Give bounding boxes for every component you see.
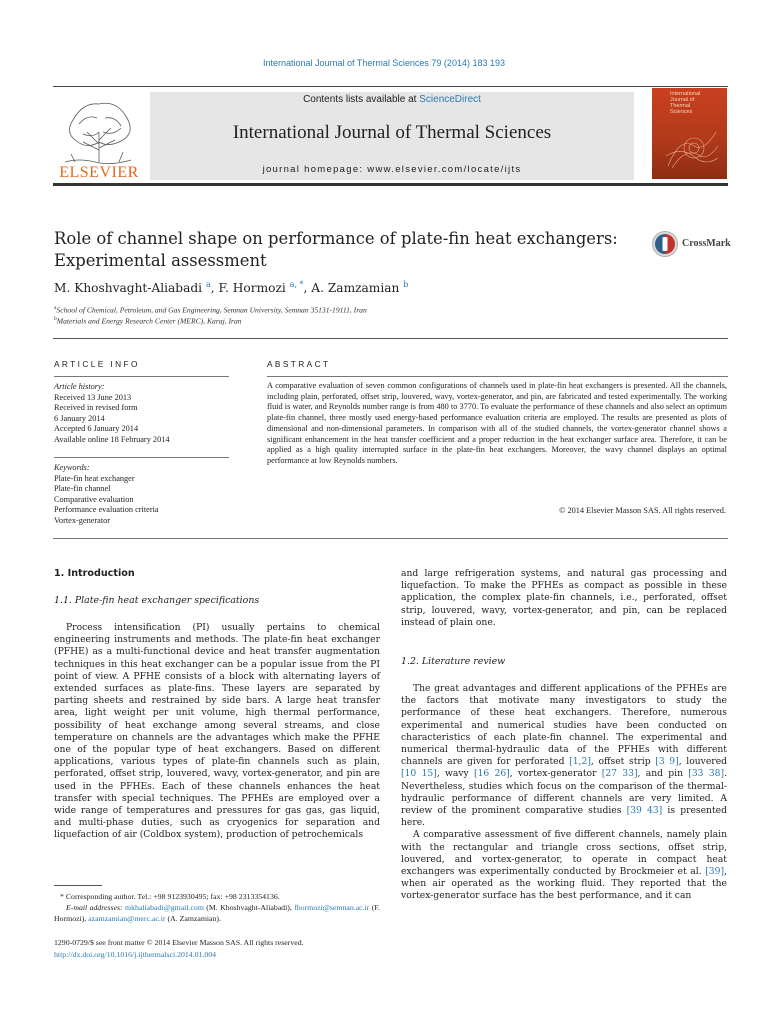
- journal-homepage-link[interactable]: journal homepage: www.elsevier.com/locate/ijts: [262, 164, 522, 175]
- right-column-continuation: [401, 568, 727, 629]
- keyword-item: Comparative evaluation: [54, 494, 134, 504]
- history-revised-date: 6 January 2014: [54, 413, 105, 423]
- author-3-affiliation-mark[interactable]: b: [403, 280, 409, 289]
- front-matter-bottom-rule: [53, 538, 728, 539]
- publisher-name: ELSEVIER: [59, 164, 139, 181]
- paper-title-line2: Experimental assessment: [54, 251, 267, 270]
- abstract-heading: ABSTRACT: [267, 359, 331, 369]
- author-list: [54, 280, 408, 295]
- subsection-heading-specifications: 1.1. Plate-fin heat exchanger specifications: [54, 595, 260, 606]
- keywords: [54, 463, 229, 527]
- email-link[interactable]: azamzamian@merc.ac.ir: [88, 914, 166, 923]
- footnote-email-label: E-mail addresses:: [66, 903, 123, 912]
- journal-banner: [150, 92, 634, 180]
- sciencedirect-link[interactable]: ScienceDirect: [419, 94, 481, 105]
- history-online: Available online 18 February 2014: [54, 434, 170, 444]
- lit-text: , and pin: [637, 768, 689, 780]
- intro-paragraph-text: Process intensification (PI) usually pertains to chemical engineering instruments and methods. The plate-fin heat exchanger (PFHE) as a multi-functional device and heat transfer augmentation techniques in this heat exchanger can be a popular issue from the PI point of view. A PFHE consists of a block with alternating layers of extended surfaces as plate-fins. These layers are separated by parting sheets and restrained by side bars. A large heat transfer area, light weight per unit volume, high thermal performance, possibility of heat exchange among several streams, and close temperature on channels are the advantages which make the PFHE one of the popular type of heat exchangers. Based on different applications, various types of plate-fin channels such as plain, perforated, offset strip, louvered, wavy, vortex-generator, and pin are used in the PFHEs. Each of these channels enhances the heat transfer with special techniques. The PFHEs are employed over a wide range of temperatures and pressures for gas gas, gas liquid, and multi-phase duties, such as cryogenics for separation and liquefaction of air (Coldbox system), production of petrochemicals: [54, 622, 380, 841]
- keyword-item: Vortex-generator: [54, 515, 111, 525]
- email-link[interactable]: mkhaliabadi@gmail.com: [125, 903, 204, 912]
- author-2[interactable]: F. Hormozi: [218, 281, 286, 296]
- article-history-heading: Article history:: [54, 382, 105, 391]
- reference-link[interactable]: [39 43]: [626, 805, 663, 817]
- reference-link[interactable]: [39]: [705, 866, 725, 878]
- intro-paragraph: [54, 622, 380, 842]
- email-owner: (F. Hormozi),: [54, 903, 380, 923]
- doi-link[interactable]: http://dx.doi.org/10.1016/j.ijthermalsci.2014.01.004: [54, 949, 217, 959]
- cover-illustration: [664, 126, 720, 172]
- paper-title: [54, 228, 634, 272]
- cover-title-text: International Journal of Thermal Sciences: [670, 91, 701, 115]
- keywords-heading: Keywords:: [54, 463, 90, 472]
- contents-prefix: Contents lists available at: [303, 94, 420, 105]
- comp-text: , when air operated as the working fluid. They reported that the vortex-generator surface has the best performance, and it can: [401, 866, 727, 902]
- issn-line: 1290-0729/$ see front matter © 2014 Elsevier Masson SAS. All rights reserved.: [54, 938, 304, 947]
- article-history: [54, 382, 229, 446]
- history-received: Received 13 June 2013: [54, 392, 132, 402]
- literature-text: [401, 683, 727, 829]
- affiliation-a: [54, 305, 367, 315]
- title-separator-rule: [53, 338, 728, 339]
- lit-text: , louvered: [678, 756, 728, 768]
- email-owner: (M. Khoshvaght-Aliabadi),: [203, 903, 292, 912]
- reference-link[interactable]: [10 15]: [401, 768, 437, 780]
- reference-link[interactable]: [16 26]: [473, 768, 510, 780]
- journal-cover-thumbnail[interactable]: [652, 88, 727, 179]
- author-3[interactable]: A. Zamzamian: [311, 281, 400, 296]
- header-bottom-rule: [53, 183, 728, 186]
- author-2-affiliation-mark[interactable]: a, *: [289, 280, 304, 289]
- subsection-heading-literature: 1.2. Literature review: [401, 656, 506, 667]
- affiliation-b-mark: b: [54, 316, 57, 322]
- email-owner: (A. Zamzamian).: [165, 914, 221, 923]
- corresponding-author-footnote: [54, 891, 380, 924]
- header-top-rule: [53, 86, 728, 87]
- reference-link[interactable]: [33 38]: [688, 768, 725, 780]
- lit-text: is presented here.: [401, 805, 727, 829]
- keywords-rule: [54, 457, 229, 458]
- lit-text: , offset strip: [590, 756, 656, 768]
- author-separator: ,: [210, 281, 219, 296]
- footnote-rule: [54, 885, 102, 886]
- abstract-copyright: © 2014 Elsevier Masson SAS. All rights reserved.: [559, 506, 726, 515]
- keyword-item: Plate-fin channel: [54, 484, 111, 494]
- crossmark-label: CrossMark: [682, 238, 731, 249]
- article-info-rule: [54, 376, 229, 377]
- issn-block: [54, 937, 304, 960]
- keyword-item: Performance evaluation criteria: [54, 505, 159, 515]
- reference-link[interactable]: [3 9]: [655, 756, 679, 768]
- email-link[interactable]: fhormozi@semnan.ac.ir: [294, 903, 370, 912]
- history-accepted: Accepted 6 January 2014: [54, 424, 139, 434]
- cover-title: [670, 91, 714, 115]
- footnote-emails: [54, 902, 380, 924]
- author-1-affiliation-mark[interactable]: a: [205, 280, 211, 289]
- lit-text: , wavy: [436, 768, 474, 780]
- affiliation-a-text: School of Chemical, Petroleum, and Gas Engineering, Semnan University, Semnan 35131-19111, Iran: [56, 305, 367, 315]
- author-1[interactable]: M. Khoshvaght-Aliabadi: [54, 281, 203, 296]
- journal-title: International Journal of Thermal Sciences: [232, 122, 552, 143]
- affiliation-a-mark: a: [54, 305, 57, 311]
- continuation-text: and large refrigeration systems, and natural gas processing and liquefaction. To make the PFHEs as compact as possible in these application, the complex plate-fin channels, i.e., perforated, offset strip, louvered, wavy, vortex-generator, and pin, can be replaced instead of plain one.: [401, 568, 727, 628]
- article-info-heading: ARTICLE INFO: [54, 359, 140, 369]
- literature-paragraph: [401, 683, 727, 903]
- keyword-item: Plate-fin heat exchanger: [54, 473, 135, 483]
- lit-text: , vortex-generator: [509, 768, 602, 780]
- reference-link[interactable]: [27 33]: [601, 768, 638, 780]
- affiliation-b-text: Materials and Energy Research Center (MERC), Karaj, Iran: [56, 316, 242, 326]
- abstract-text: A comparative evaluation of seven common configurations of channels used in plate-fin heat exchangers is presented. All the channels, including plain, perforated, offset strip, louvered, wavy, vortex-generator, and pin, are fabricated and tested experimentally. The working fluid is water, and Reynolds number range is from 480 to 3770. To evaluate the performance of these channels and also select an optimum plate-fin channel, three mostly used energy-based performance evaluation criteria are employed. The results are presented as plots of dimensional and non-dimensional parameters. In comparison with all of the studied channels, the vortex-generator channel shows a significant enhancement in the heat transfer coefficient and a proper reduction in the heat exchanger surface area. Therefore, it can be applied as a high quality interrupted surface in the plate-fin heat exchangers. Moreover, the wavy channel displays an optimal performance at low Reynolds numbers.: [267, 381, 727, 465]
- journal-citation[interactable]: International Journal of Thermal Sciences 79 (2014) 183 193: [263, 58, 505, 68]
- abstract-rule: [267, 376, 728, 377]
- reference-link[interactable]: [1,2]: [569, 756, 591, 768]
- contents-line: [150, 94, 634, 105]
- author-separator: ,: [303, 281, 312, 296]
- affiliation-b: [54, 316, 242, 326]
- comp-text: A comparative assessment of five different channels, namely plain with the rectangular and triangle cross sections, offset strip, louvered, and vortex-generator, to operate in compact heat exchangers was experimentally conducted by Brockmeier et al.: [401, 829, 727, 878]
- comparative-text: [401, 829, 727, 902]
- footnote-contact: * Corresponding author. Tel.: +98 9123930495; fax: +98 2313354136.: [60, 892, 280, 901]
- history-revised: Received in revised form: [54, 403, 138, 413]
- lit-text: The great advantages and different applications of the PFHEs are the factors that motivate many investigators to study the performance of these heat exchangers. Therefore, numerous experimental and numerical studies have been conducted on characteristics of each plate-fin channel. The experimental and numerical thermal-hydraulic data of the PFHEs with different channels are given for perforated: [401, 683, 727, 768]
- paper-title-line1: Role of channel shape on performance of plate-fin heat exchangers:: [54, 229, 618, 248]
- section-heading-introduction: 1. Introduction: [54, 568, 135, 579]
- lit-text: . Nevertheless, studies which focus on the comparison of the thermal-hydraulic performance of different channels are very limited. A review of the prominent comparative studies: [401, 768, 727, 817]
